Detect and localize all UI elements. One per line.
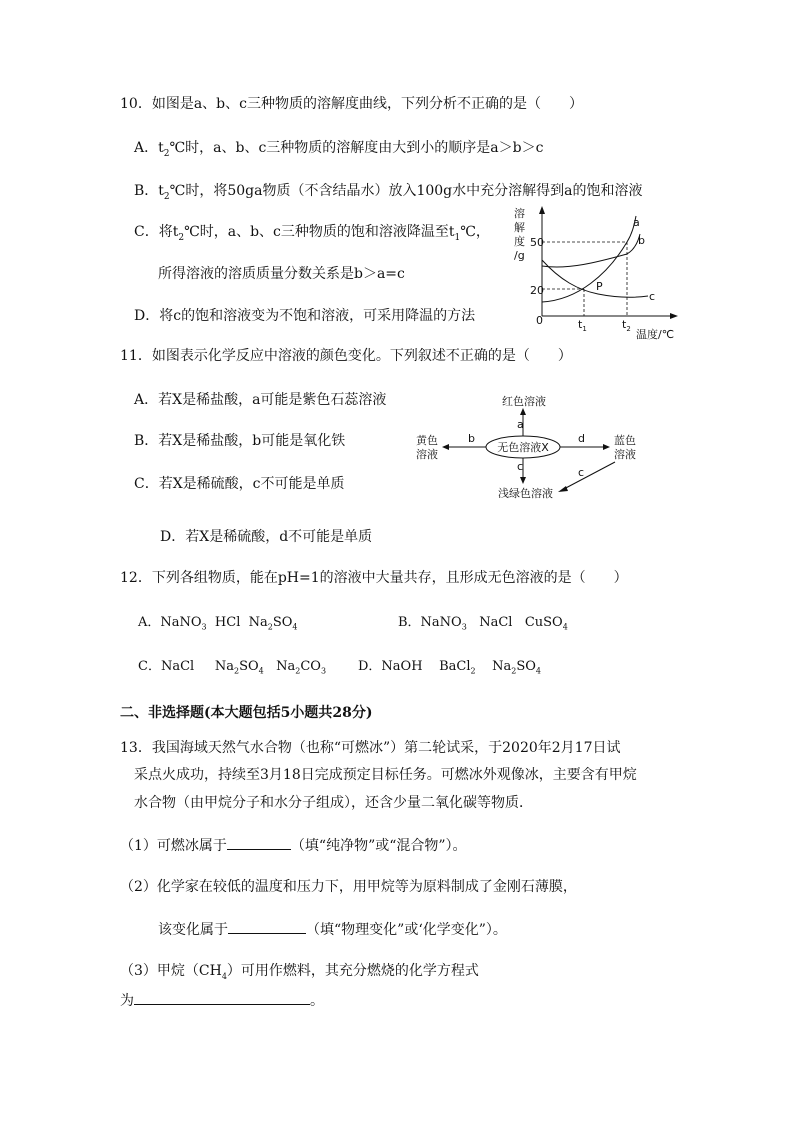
graph-xlabel: 温度/℃: [636, 328, 675, 341]
q13-part3-cont: 为 。: [120, 990, 324, 1011]
q11-option-a: A．若X是稀盐酸，a可能是紫色石蕊溶液: [134, 392, 387, 408]
graph-ylabel-3: 度: [514, 235, 525, 248]
q10-option-d: D．将c的饱和溶液变为不饱和溶液，可采用降温的方法: [134, 308, 476, 324]
diagram-left-label-2: 溶液: [416, 448, 438, 461]
q10-option-c: C．将$t_2℃$时，a、b、c三种物质的饱和溶液降温至$t_1℃$，: [134, 224, 490, 243]
graph-y20: 20: [530, 284, 544, 297]
q10-stem: 10．如图是a、b、c三种物质的溶解度曲线，下列分析不正确的是（ ）: [120, 96, 583, 112]
curve-label-c: c: [649, 290, 656, 303]
q13-line2: 采点火成功，持续至3月18日完成预定目标任务。可燃冰外观像冰，主要含有甲烷: [134, 767, 637, 783]
arrow-label-d: d: [578, 432, 585, 445]
diagram-left-label-1: 黄色: [416, 434, 438, 447]
answer-blank-1[interactable]: [227, 835, 291, 850]
q13-part2: （2）化学家在较低的温度和压力下，用甲烷等为原料制成了金刚石薄膜，: [120, 879, 577, 895]
q12-option-b: B．NaNO$_3$ NaCl CuSO$_4$: [398, 615, 568, 632]
diagram-center-label: 无色溶液X: [497, 441, 549, 454]
section2-heading: 二、非选择题(本大题包括5小题共28分): [120, 705, 373, 721]
q10-option-c-cont: 所得溶液的溶质质量分数关系是b＞a=c: [158, 266, 405, 282]
graph-ylabel-2: 解: [514, 221, 525, 234]
arrow-label-a: a: [517, 418, 524, 431]
arrow-label-c2: c: [578, 466, 585, 479]
q10-option-a: A．$t_2℃$时，a、b、c三种物质的溶解度由大到小的顺序是a＞b＞c: [134, 140, 544, 159]
answer-blank-2[interactable]: [228, 919, 306, 934]
solubility-graph: [508, 204, 680, 344]
q13-line1: 13．我国海域天然气水合物（也称“可燃冰”）第二轮试采，于2020年2月17日试: [120, 740, 621, 756]
q12-option-d: D．NaOH BaCl$_2$ $Na_2SO_4$: [358, 659, 541, 676]
arrow-label-c1: c: [517, 460, 524, 473]
curve-b: [542, 234, 640, 267]
q11-option-b: B．若X是稀盐酸，b可能是氧化铁: [134, 433, 346, 449]
color-change-diagram: [410, 390, 650, 502]
q12-stem: 12．下列各组物质，能在pH=1的溶液中大量共存，且形成无色溶液的是（ ）: [120, 570, 628, 586]
q11-stem: 11．如图表示化学反应中溶液的颜色变化。下列叙述不正确的是（ ）: [120, 348, 572, 364]
curve-label-b: b: [638, 234, 645, 247]
diagram-right-label-1: 蓝色: [614, 434, 636, 447]
curve-c: [542, 260, 648, 297]
q13-part1: （1）可燃冰属于 （填“纯净物”或“混合物”）。: [120, 835, 467, 856]
graph-t2: $t_2$: [622, 318, 631, 333]
q12-option-a: A．NaNO$_3$ HCl $Na_2SO_4$: [138, 615, 298, 632]
graph-y50: 50: [530, 236, 544, 249]
q13-line3: 水合物（由甲烷分子和水分子组成），还含少量二氧化碳等物质．: [134, 795, 533, 811]
diagram-top-label: 红色溶液: [502, 395, 546, 408]
diagram-right-label-2: 溶液: [614, 448, 636, 461]
point-p-label: P: [596, 280, 603, 293]
q11-option-c: C．若X是稀硫酸，c不可能是单质: [134, 476, 345, 492]
q13-part2-cont: 该变化属于 （填“物理变化”或‘化学变化”）。: [158, 919, 507, 940]
curve-a: [542, 216, 636, 302]
graph-ylabel-4: /g: [514, 249, 525, 262]
diagram-bottom-label: 浅绿色溶液: [498, 487, 553, 500]
arrow-label-b: b: [468, 432, 475, 445]
q11-option-d: D．若X是稀硫酸，d不可能是单质: [160, 529, 373, 545]
q13-part3: （3）甲烷$(CH_4)$可用作燃料，其充分燃烧的化学方程式: [120, 963, 479, 981]
graph-ylabel-1: 溶: [514, 207, 525, 220]
q10-option-b: B．$t_2℃$时，将50ga物质（不含结晶水）放入100g水中充分溶解得到a的饱和溶液: [134, 183, 643, 202]
curve-label-a: a: [633, 216, 640, 229]
graph-t1: $t_1$: [578, 318, 587, 333]
answer-blank-3[interactable]: [134, 990, 310, 1005]
graph-origin: 0: [536, 314, 543, 327]
q12-option-c: C．NaCl $Na_2SO_4$ $Na_2CO_3$: [138, 659, 327, 676]
